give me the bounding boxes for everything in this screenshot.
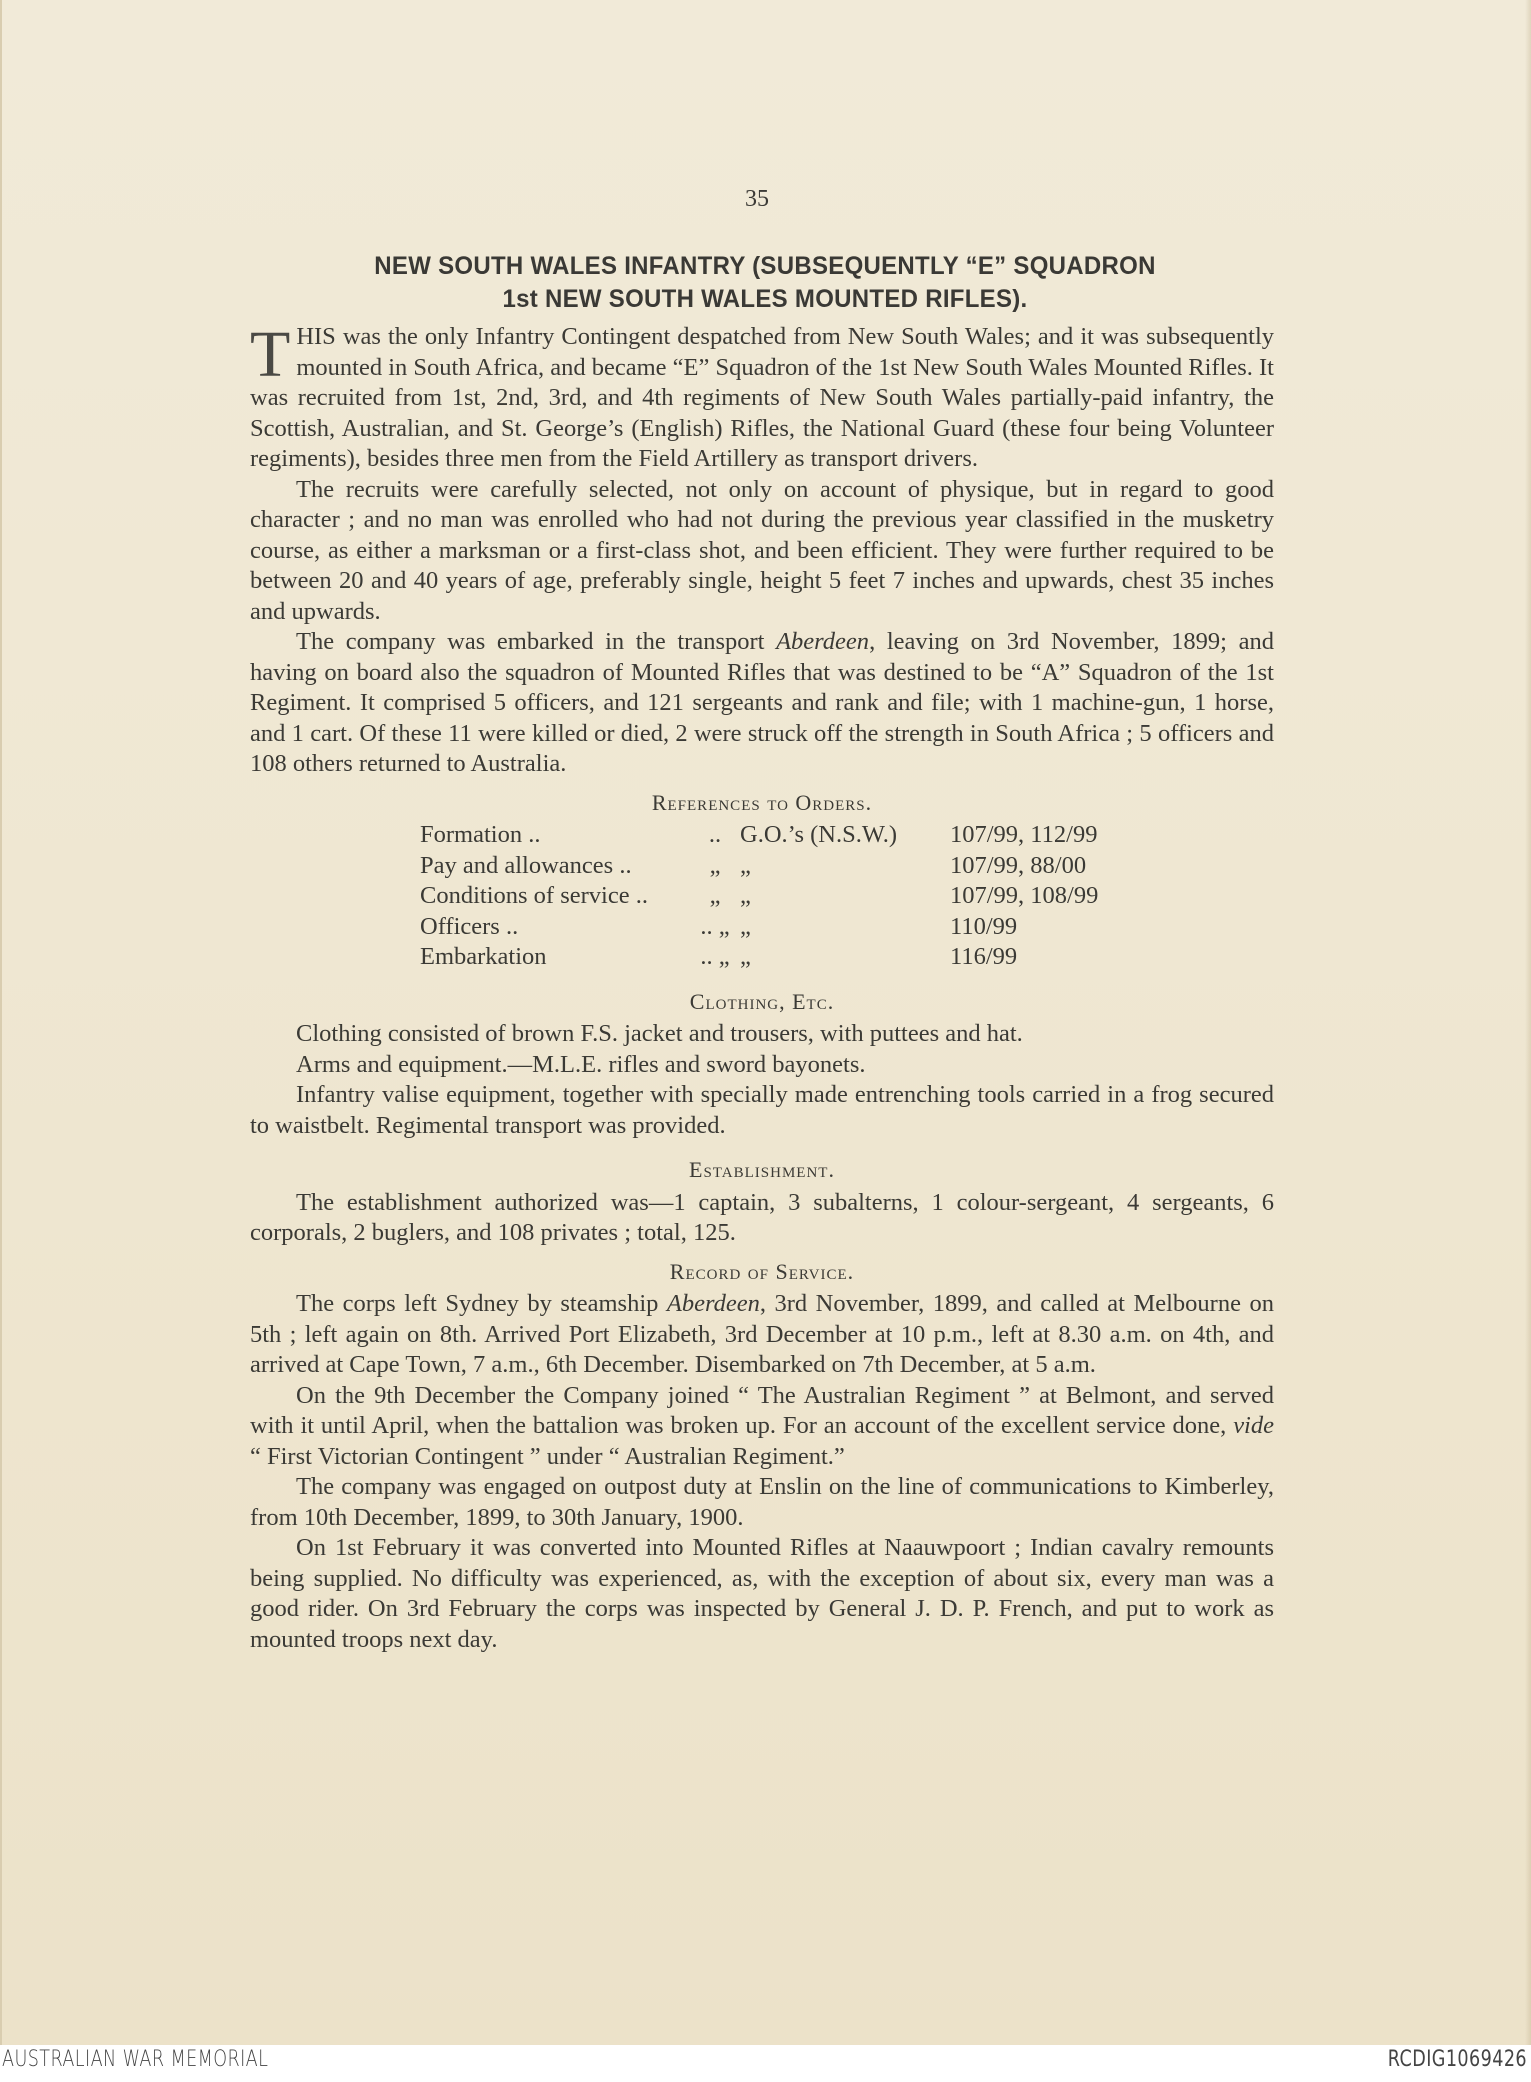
reference-orders: 116/99	[950, 943, 1018, 970]
body-text	[250, 318, 1274, 1655]
reference-row	[420, 912, 1098, 943]
intro-paragraph-1: THIS was the only Infantry Contingent despatched from New South Wales; and it was subsequently mounted in South Africa, and became “E” Squadron of the 1st New South Wales Mounted Rifles. It was recruited from 1st, 2nd, 3rd, and 4th regiments of New South Wales partially-paid infantry, the Scottish, Australian, and St. George’s (English) Rifles, the National Guard (these four being Volunteer regiments), besides three men from the Field Artillery as transport drivers.	[250, 318, 1274, 472]
reference-leader: .. „	[700, 912, 730, 940]
title-line-1: NEW SOUTH WALES INFANTRY (SUBSEQUENTLY “E” SQUADRON	[374, 252, 1156, 280]
reference-item: Pay and allowances ..	[420, 851, 632, 879]
record-paragraph-3: The company was engaged on outpost duty at Enslin on the line of communications to Kimberley, from 10th December, 1899, to 30th January, 1900.	[250, 1473, 1274, 1531]
reference-row	[420, 820, 1098, 851]
reference-authority: „	[740, 943, 751, 970]
establishment-heading: Establishment.	[689, 1157, 835, 1182]
reference-orders: 107/99, 108/99	[950, 882, 1099, 909]
reference-leader: „	[709, 882, 721, 909]
references-heading: References to Orders.	[651, 789, 873, 815]
drop-cap: T	[250, 318, 291, 391]
reference-item: Officers ..	[420, 912, 519, 940]
clothing-heading: Clothing, Etc.	[689, 988, 835, 1014]
clothing-paragraph-2: Arms and equipment.—M.L.E. rifles and sword bayonets.	[296, 1050, 866, 1078]
references-table	[420, 820, 1098, 973]
reference-item: Formation ..	[420, 821, 541, 848]
reference-orders: 107/99, 88/00	[950, 851, 1087, 879]
reference-item: Conditions of service ..	[420, 882, 648, 909]
vide-italic: vide	[1233, 1412, 1274, 1439]
reference-authority: G.O.’s (N.S.W.)	[740, 821, 897, 848]
footer-identifier: RCDIG1069426	[1387, 2047, 1527, 2072]
reference-row	[420, 881, 1098, 912]
intro-paragraph-2: The recruits were carefully selected, not only on account of physique, but in regard to good character ; and no man was enrolled who had not during the previous year classified in the musketry course, as either a marksman or a first-class shot, and been efficient. They were further required to be between 20 and 40 years of age, preferably single, height 5 feet 7 inches and upwards, chest 35 inches and upwards.	[250, 475, 1274, 625]
footer-publisher: AUSTRALIAN WAR MEMORIAL	[2, 2047, 269, 2072]
reference-row	[420, 851, 1098, 882]
record-paragraph-2: On the 9th December the Company joined “ The Australian Regiment ” at Belmont, and served with it until April, when the battalion was broken up. For an account of the excellent service done, vide “ First Victorian Contingent ” under “ Australian Regiment.”	[250, 1381, 1274, 1470]
clothing-paragraph-1: Clothing consisted of brown F.S. jacket and trousers, with puttees and hat.	[296, 1020, 1023, 1047]
page-title	[271, 250, 1260, 316]
reference-leader: .. „	[700, 943, 730, 970]
reference-orders: 107/99, 112/99	[950, 821, 1098, 848]
reference-item: Embarkation	[420, 943, 547, 970]
reference-row	[420, 942, 1098, 973]
reference-leader: ..	[708, 821, 722, 848]
reference-authority: „	[740, 851, 751, 879]
record-paragraph-1: The corps left Sydney by steamship Aberdeen, 3rd November, 1899, and called at Melbourne on 5th ; left again on 8th. Arrived Port Elizabeth, 3rd December at 10 p.m., left at 8.30 a.m. on 4th, and arrived at Cape Town, 7 a.m., 6th December. Disembarked on 7th December, at 5 a.m.	[250, 1290, 1274, 1378]
reference-authority: „	[740, 912, 751, 940]
title-line-2: 1st NEW SOUTH WALES MOUNTED RIFLES).	[502, 285, 1028, 313]
record-heading: Record of Service.	[669, 1258, 855, 1284]
reference-leader: „	[709, 851, 721, 879]
intro-paragraph-3: The company was embarked in the transport Aberdeen, leaving on 3rd November, 1899; and having on board also the squadron of Mounted Rifles that was destined to be “A” Squadron of the 1st Regiment. It comprised 5 officers, and 121 sergeants and rank and file; with 1 machine-gun, 1 horse, and 1 cart. Of these 11 were killed or died, 2 were struck off the strength in South Africa ; 5 officers and 108 others returned to Australia.	[250, 628, 1274, 777]
reference-orders: 110/99	[950, 912, 1018, 940]
record-paragraph-4: On 1st February it was converted into Mounted Rifles at Naauwpoort ; Indian cavalry remounts being supplied. No difficulty was experienced, as, with the exception of about six, every man was a good rider. On 3rd February the corps was inspected by General J. D. P. French, and put to work as mounted troops next day.	[250, 1534, 1274, 1653]
ship-name: Aberdeen	[776, 628, 870, 655]
ship-name: Aberdeen	[666, 1290, 760, 1317]
reference-authority: „	[740, 882, 751, 909]
establishment-paragraph: The establishment authorized was—1 captain, 3 subalterns, 1 colour-sergeant, 4 sergeants, 6 corporals, 2 buglers, and 108 privates ; total, 125.	[250, 1188, 1274, 1246]
clothing-paragraph-3: Infantry valise equipment, together with specially made entrenching tools carried in a frog secured to waistbelt. Regimental transport was provided.	[250, 1081, 1274, 1139]
page-number: 35	[745, 186, 769, 212]
